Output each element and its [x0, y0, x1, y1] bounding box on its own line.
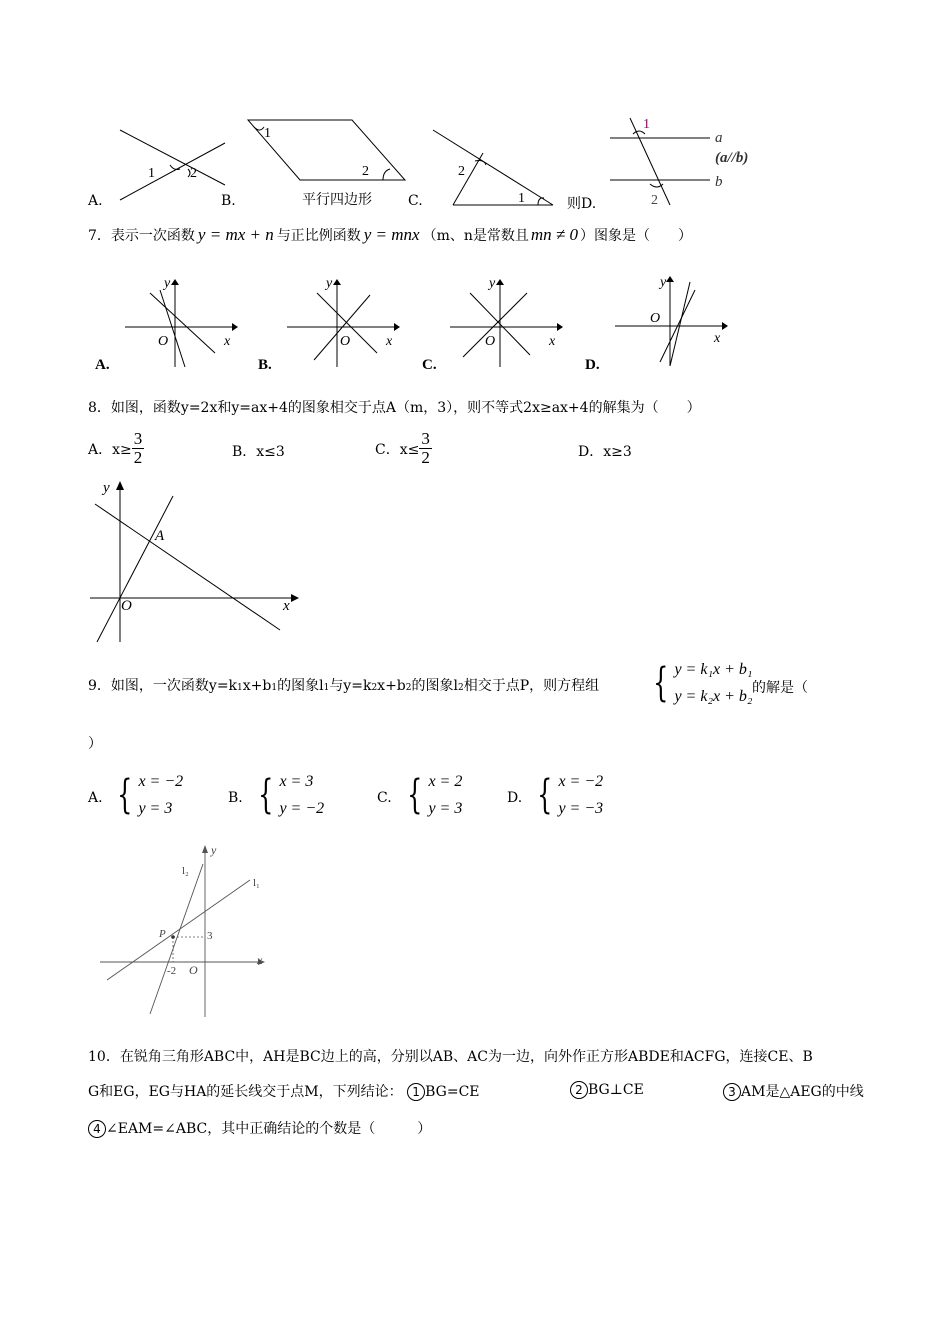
q7-label-d: D.: [585, 357, 600, 373]
q8-option-c-fraction: [419, 430, 432, 467]
q7-number: 7．: [88, 228, 111, 244]
q9-text-6: 的图象l: [411, 678, 458, 694]
q6-figure-d: [605, 110, 765, 210]
q7-text-3: （m、n是常数且: [422, 228, 529, 244]
q9-option-d-system: [532, 768, 603, 822]
q9-axis-y: y: [211, 843, 217, 857]
q9-option-d-brace: {: [537, 772, 553, 818]
q6b-angle-1: 1: [264, 126, 271, 141]
q7-label-c: C.: [422, 357, 437, 373]
q9-label-p: P: [159, 928, 166, 940]
q8-option-b: B．x≤3: [232, 444, 285, 460]
q7a-axis-y: y: [164, 276, 171, 291]
q8-origin: O: [121, 598, 132, 614]
q8-option-a-frac-den: 2: [133, 448, 143, 467]
q10-conclusion-4: ∠EAM=∠ABC，其中正确结论的个数是（ ）: [106, 1121, 432, 1137]
q6-option-d: 则D.: [567, 196, 597, 212]
q7-graph-a: [120, 275, 240, 370]
q7-graph-c: [445, 275, 565, 370]
q9-sub-2a: 2: [371, 683, 378, 693]
q9-equation-system: [648, 656, 752, 710]
q6-figure-b-caption: 平行四边形: [302, 192, 372, 208]
q10-conclusion-4-number: 4: [88, 1120, 106, 1138]
q7a-origin: O: [158, 334, 169, 349]
q9-sub-1b: 1: [271, 683, 278, 693]
q9-label-minus-2: -2: [167, 965, 177, 977]
q6c-angle-1: 1: [518, 191, 525, 206]
q9-option-a-label: A.: [88, 790, 103, 806]
q7d-origin: O: [650, 311, 661, 326]
q8-option-a: [88, 430, 144, 467]
q7a-axis-x: x: [224, 334, 231, 349]
q7c-origin: O: [485, 334, 496, 349]
q9-option-c-label: C.: [377, 790, 392, 806]
q9-label-l2: l₂: [182, 865, 189, 877]
q8-option-a-frac-num: 3: [133, 429, 143, 448]
q6-option-c: C.: [408, 193, 423, 209]
q10-conclusion-3: AM是△AEG的中线: [741, 1084, 864, 1100]
q9-sub-1a: 1: [237, 683, 243, 693]
q6d-line-b: b: [715, 174, 723, 190]
q9-option-c-system: [402, 768, 462, 822]
q9-graph: [95, 842, 275, 1022]
q9-option-c-brace: {: [407, 772, 423, 818]
q10-line-2: [88, 1081, 868, 1101]
q6d-line-a: a: [715, 130, 723, 146]
q10-conclusion-2: BG⊥CE: [588, 1082, 644, 1098]
q7-question: [88, 225, 692, 245]
q9-text-1: 9．如图，一次函数y=k: [88, 678, 238, 694]
q9-option-d-line-1: x = −2: [558, 773, 604, 790]
q9-origin: O: [189, 963, 198, 977]
q10-line-3: [88, 1118, 431, 1138]
q6c-angle-2: 2: [458, 164, 465, 179]
q9-text-8: 的解是（: [752, 680, 808, 696]
q6-option-b: B.: [221, 193, 236, 209]
q8-axis-y: y: [103, 480, 110, 496]
q6b-angle-2: 2: [362, 164, 369, 179]
q7b-origin: O: [340, 334, 351, 349]
q10-conclusion-2-number: 2: [570, 1081, 588, 1099]
q6-figure-a: [110, 125, 230, 205]
q7c-axis-y: y: [489, 276, 496, 291]
q7-text-1: 表示一次函数: [110, 228, 195, 244]
q10-conclusion-2-wrap: [570, 1081, 644, 1099]
q9-option-c-line-1: x = 2: [428, 773, 463, 790]
q10-conclusion-3-wrap: [723, 1081, 864, 1101]
q6a-angle-2: 2: [190, 166, 197, 181]
q9-text-4: 与y=k: [329, 678, 372, 694]
q7d-axis-y: y: [660, 275, 667, 290]
q9-option-a-system: [112, 768, 183, 822]
q9-option-d-label: D.: [507, 790, 523, 806]
q7-formula-3: mn ≠ 0: [530, 225, 578, 244]
q9-option-b-label: B.: [228, 790, 243, 806]
q8-axis-x: x: [283, 598, 290, 614]
q7-label-a: A.: [95, 357, 110, 373]
q10-line-1: 10．在锐角三角形ABC中，AH是BC边上的高，分别以AB、AC为一边，向外作正方形ABDE和ACFG，连接CE、B: [88, 1049, 813, 1065]
q8-graph: [85, 478, 310, 648]
q6d-angle-2: 2: [651, 193, 658, 208]
q9-axis-x: x: [257, 953, 263, 967]
q7-graph-b: [282, 275, 402, 370]
q8-option-c-prefix: C．x≤: [375, 441, 420, 458]
q6d-angle-1: 1: [643, 117, 650, 132]
q9-label-3: 3: [207, 930, 213, 942]
q9-option-b-system: [253, 768, 324, 822]
q9-option-a-brace: {: [117, 772, 133, 818]
q6-figure-b: [240, 115, 410, 190]
q7b-axis-x: x: [386, 334, 393, 349]
q9-option-d-line-2: y = −3: [558, 800, 604, 817]
q7-graph-d: [610, 270, 730, 370]
q8-option-c-frac-den: 2: [421, 448, 430, 467]
q9-option-a-line-2: y = 3: [138, 800, 173, 817]
q7-text-2: 与正比例函数: [276, 228, 361, 244]
q7d-axis-x: x: [714, 331, 721, 346]
q8-option-a-prefix: A．x≥: [88, 441, 132, 458]
q9-question: [88, 675, 599, 695]
q9-option-a-line-1: x = −2: [138, 773, 184, 790]
q7c-axis-x: x: [549, 334, 556, 349]
q8-option-a-fraction: [132, 430, 145, 467]
q6-figure-c: [428, 125, 558, 210]
q9-text-5: x+b: [377, 678, 406, 694]
q9-option-b-line-1: x = 3: [279, 773, 314, 790]
q7-label-b: B.: [258, 357, 272, 373]
q9-text-7: 相交于点P，则方程组: [463, 678, 600, 694]
q9-option-c-line-2: y = 3: [428, 800, 463, 817]
q7-formula-2: y = mnx: [363, 225, 420, 244]
q10-conclusion-1: BG=CE: [425, 1084, 480, 1100]
q6-option-a: A.: [88, 193, 103, 209]
q8-option-c: [375, 430, 432, 467]
q8-option-d: D．x≥3: [578, 444, 632, 460]
q9-system-line-1: y = k₁x + b₁: [674, 661, 753, 678]
q9-text-2: x+b: [242, 678, 272, 694]
q6d-parallel-note: (a//b): [715, 150, 749, 166]
q9-option-b-brace: {: [258, 772, 274, 818]
q6a-angle-1: 1: [148, 166, 155, 181]
q10-conclusion-3-number: 3: [723, 1083, 741, 1101]
q9-sub-l2: 2: [457, 683, 464, 693]
q9-text-3: 的图象l: [277, 678, 324, 694]
q9-system-line-2: y = k₂x + b₂: [674, 688, 753, 705]
q10-conclusion-1-number: 1: [407, 1083, 425, 1101]
q7-formula-1: y = mx + n: [197, 225, 274, 244]
q8-question: 8．如图，函数y=2x和y=ax+4的图象相交于点A（m，3），则不等式2x≥ax+4的解集为（ ）: [88, 400, 701, 416]
q9-sub-2b: 2: [405, 683, 412, 693]
q7-text-4: ）图象是（ ）: [579, 228, 692, 244]
q7b-axis-y: y: [326, 276, 333, 291]
q10-line-2-text: G和EG，EG与HA的延长线交于点M，下列结论：: [88, 1084, 403, 1100]
q9-system-brace: {: [653, 660, 669, 706]
q9-sub-l1: 1: [323, 683, 330, 693]
q9-label-l1: l₁: [253, 877, 260, 889]
q9-text-9: ）: [88, 736, 102, 752]
q8-option-c-frac-num: 3: [421, 429, 430, 448]
q9-option-b-line-2: y = −2: [279, 800, 325, 817]
q8-point-a: A: [155, 528, 165, 544]
